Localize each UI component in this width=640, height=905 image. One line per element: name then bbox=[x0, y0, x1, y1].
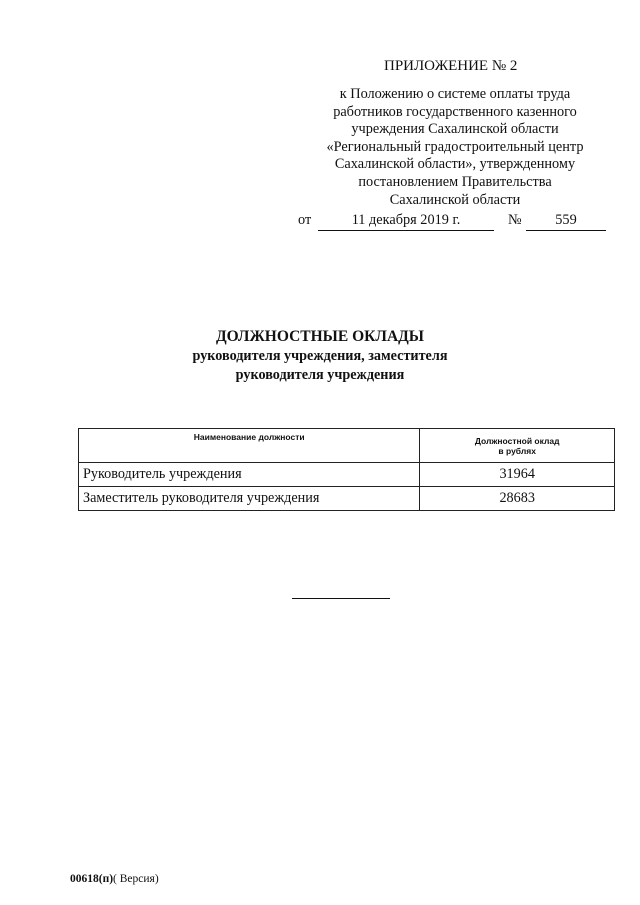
position-header-label: Наименование должности bbox=[193, 432, 305, 442]
salary-column-header bbox=[420, 429, 615, 463]
document-subtitle-line2: руководителя учреждения bbox=[235, 367, 405, 383]
document-code: 00618(п) bbox=[70, 873, 114, 885]
appendix-line: Сахалинской области», утвержденному bbox=[334, 156, 576, 173]
table-header-row bbox=[79, 429, 615, 463]
document-version: ( Версия) bbox=[113, 873, 159, 885]
number-prefix: № bbox=[508, 212, 522, 228]
salary-header-line1: Должностной оклад bbox=[474, 435, 560, 446]
document-subtitle-line1: руководителя учреждения, заместителя bbox=[192, 348, 448, 364]
appendix-line: постановлением Правительства bbox=[358, 173, 552, 190]
document-heading bbox=[140, 328, 500, 384]
appendix-line: работников государственного казенного bbox=[333, 103, 577, 120]
position-cell: Руководитель учреждения bbox=[79, 463, 420, 487]
table-row bbox=[79, 463, 615, 487]
salary-cell: 28683 bbox=[420, 487, 615, 511]
salary-cell: 31964 bbox=[420, 463, 615, 487]
end-divider bbox=[292, 598, 390, 599]
appendix-title: ПРИЛОЖЕНИЕ № 2 bbox=[384, 58, 518, 74]
appendix-line: учреждения Сахалинской области bbox=[351, 121, 559, 138]
salary-table bbox=[78, 428, 615, 511]
appendix-line: «Региональный градостроительный центр bbox=[326, 138, 584, 155]
approval-number: 559 bbox=[526, 212, 606, 231]
approval-date: 11 декабря 2019 г. bbox=[318, 212, 494, 231]
salary-header-line2: в рублях bbox=[498, 445, 536, 456]
appendix-description bbox=[300, 86, 610, 209]
document-title: ДОЛЖНОСТНЫЕ ОКЛАДЫ bbox=[215, 328, 425, 345]
appendix-line: к Положению о системе оплаты труда bbox=[339, 86, 571, 102]
date-prefix: от bbox=[298, 212, 312, 228]
position-column-header bbox=[79, 429, 420, 463]
appendix-line: Сахалинской области bbox=[389, 191, 521, 208]
footer-code bbox=[70, 873, 159, 885]
position-cell: Заместитель руководителя учреждения bbox=[79, 487, 420, 511]
approval-date-row bbox=[298, 212, 610, 232]
table-row bbox=[79, 487, 615, 511]
